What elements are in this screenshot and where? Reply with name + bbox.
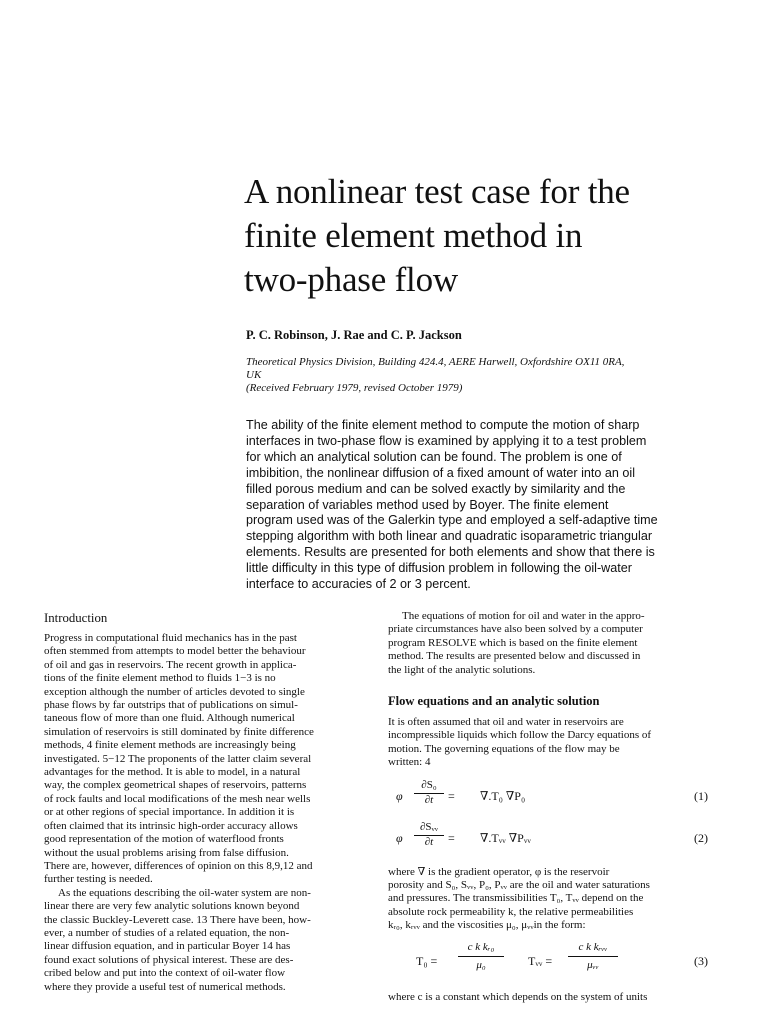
text-line: kᵣ₀, kᵣᵥᵥ and the viscosities μ₀, μᵥᵥin the form: (388, 919, 586, 932)
received-date: (Received February 1979, revised October 1979) (246, 382, 463, 394)
text-line: methods, 4 finite element methods are increasingly being (44, 739, 296, 752)
text-line: advantages for the method. It is able to model, in a natural (44, 766, 301, 779)
text-line: exception although the number of articles devoted to single (44, 685, 305, 698)
text-line: ever, a number of studies of a related equation, the non- (44, 926, 290, 939)
abstract-line: program used was of the Galerkin type and employed a self-adaptive time (246, 513, 658, 528)
right-paragraph-4 (388, 991, 718, 1004)
text-line: motion. The governing equations of the flow may be (388, 742, 620, 755)
affiliation-line-1: Theoretical Physics Division, Building 424.4, AERE Harwell, Oxfordshire OX11 0RA, (246, 356, 625, 368)
fraction-numerator: ∂Sᵥᵥ (414, 821, 444, 836)
abstract-line: elements. Results are presented for both elements and show that there is (246, 545, 655, 560)
equation-lhs: Tᵥᵥ = (528, 953, 553, 968)
text-line: linear there are very few analytic solutions known beyond (44, 900, 300, 913)
text-line: often stemmed from attempts to model better the behaviour (44, 645, 306, 658)
equation-number: (3) (694, 953, 708, 968)
fraction-denominator: ∂t (424, 794, 434, 807)
text-line: priate circumstances have also been solved by a computer (388, 623, 643, 636)
fraction-numerator: c k kᵣ₀ (458, 941, 504, 957)
abstract-line: little difficulty in this type of diffusion problem in following the oil-water (246, 561, 632, 576)
equation-1 (388, 778, 718, 816)
equation-fraction (414, 779, 444, 808)
text-line: without the usual problems arising from false diffusion. (44, 846, 289, 859)
equation-fraction (458, 941, 504, 973)
left-column (44, 610, 364, 994)
text-line: method. The results are presented below and discussed in (388, 650, 641, 663)
fraction-denominator: μ₀ (476, 959, 486, 972)
text-line: cribed below and put into the context of oil-water flow (44, 967, 286, 980)
text-line: of oil and gas in reservoirs. The recent growth in applica- (44, 658, 297, 671)
equals-sign: = (448, 830, 455, 845)
fraction-denominator: ∂t (424, 836, 434, 849)
abstract-line: filled porous medium and can be solved exactly by similarity and the (246, 481, 626, 496)
abstract-line: separation of variables method used by Boyer. The finite element (246, 497, 609, 512)
fraction-numerator: ∂S₀ (414, 779, 444, 794)
affiliation-block (246, 356, 716, 395)
text-line: or at other regions of special importance. In addition it is (44, 806, 295, 819)
right-column (388, 610, 718, 1004)
text-line: Progress in computational fluid mechanics has in the past (44, 632, 297, 644)
equation-lhs: T₀ = (416, 953, 438, 968)
text-line: porosity and S₀, Sᵥᵥ, P₀, Pᵥᵥ are the oil and water saturations (388, 879, 650, 892)
equation-rhs: ∇.Tᵥᵥ ∇Pᵥᵥ (480, 830, 531, 845)
text-line: The equations of motion for oil and water in the appro- (402, 610, 645, 622)
text-line: where they provide a useful test of numerical methods. (44, 980, 286, 993)
text-line: found exact solutions of physical interest. These are des- (44, 953, 294, 966)
equation-number: (1) (694, 788, 708, 803)
text-line: It is often assumed that oil and water in reservoirs are (388, 716, 624, 729)
section-heading-introduction: Introduction (44, 611, 108, 625)
right-paragraph-1 (388, 610, 718, 677)
text-line: and pressures. The transmissibilities T₀, Tᵥᵥ depend on the (388, 892, 644, 905)
text-line: way, the complex geometrical shapes of reservoirs, patterns (44, 779, 307, 792)
equation-2 (388, 820, 718, 858)
title-line-2: finite element method in (244, 216, 583, 255)
text-line: good representation of the motion of waterflood fronts (44, 833, 284, 846)
text-line: taneous flow of more than one fluid. Although numerical (44, 712, 295, 725)
text-line: phase flows by far outstrips that of publications on simul- (44, 699, 298, 712)
equation-symbol: φ (396, 830, 403, 845)
right-paragraph-2 (388, 716, 718, 770)
abstract-line: stepping algorithm with both linear and quadratic isoparametric triangular (246, 529, 653, 544)
text-line: often claimed that its intrinsic high-order accuracy allows (44, 819, 298, 832)
abstract-line: interfaces in two-phase flow is examined by applying it to a test problem (246, 433, 647, 448)
introduction-paragraph-2 (44, 887, 364, 994)
text-line: investigated. 5−12 The proponents of the latter claim several (44, 752, 312, 765)
equation-3 (388, 941, 718, 987)
text-line: incompressible liquids which follow the Darcy equations of (388, 729, 652, 742)
text-line: written: 4 (388, 756, 431, 769)
section-heading-flow-equations: Flow equations and an analytic solution (388, 694, 600, 709)
text-line: simulation of reservoirs is still dominated by finite difference (44, 725, 314, 738)
title-line-1: A nonlinear test case for the (244, 172, 630, 211)
abstract-line: The ability of the finite element method to compute the motion of sharp (246, 418, 640, 432)
text-line: the classic Buckley-Leverett case. 13 There have been, how- (44, 913, 311, 926)
text-line: linear diffusion equation, and in particular Boyer 14 has (44, 940, 291, 953)
equation-symbol: φ (396, 788, 403, 803)
fraction-numerator: c k kᵣᵥᵥ (568, 941, 618, 957)
introduction-paragraph-1 (44, 632, 364, 887)
author-list: P. C. Robinson, J. Rae and C. P. Jackson (246, 328, 462, 342)
equation-rhs: ∇.T₀ ∇P₀ (480, 788, 526, 803)
text-line: absolute rock permeability k, the relative permeabilities (388, 905, 634, 918)
equation-fraction (568, 941, 618, 973)
text-line: of rock faults and local modifications of the mesh near wells (44, 792, 311, 805)
text-line: further testing is needed. (44, 873, 153, 886)
abstract-line: imbibition, the nonlinear diffusion of a fixed amount of water into an oil (246, 465, 636, 480)
abstract (246, 418, 716, 593)
abstract-line: for which an analytical solution can be found. The problem is one of (246, 449, 622, 464)
fraction-denominator: μᵥᵥ (587, 959, 599, 972)
equals-sign: = (448, 788, 455, 803)
title-line-3: two-phase flow (244, 260, 458, 299)
text-line: As the equations describing the oil-water system are non- (58, 886, 311, 899)
text-line: program RESOLVE which is based on the finite element (388, 636, 638, 649)
right-paragraph-3 (388, 866, 718, 933)
equation-number: (2) (694, 830, 708, 845)
abstract-line: interface to accuracies of 2 or 3 percent. (246, 577, 471, 592)
text-line: where ∇ is the gradient operator, φ is the reservoir (388, 865, 610, 878)
text-line: where c is a constant which depends on the system of units (388, 990, 648, 1003)
article-title (244, 170, 754, 302)
text-line: the light of the analytic solutions. (388, 663, 536, 676)
text-line: tions of the finite element method to fluids 1−3 is no (44, 672, 276, 685)
equation-fraction (414, 821, 444, 850)
affiliation-line-2: UK (246, 369, 262, 381)
text-line: There are, however, differences of opinion on this 8,9,12 and (44, 859, 313, 872)
